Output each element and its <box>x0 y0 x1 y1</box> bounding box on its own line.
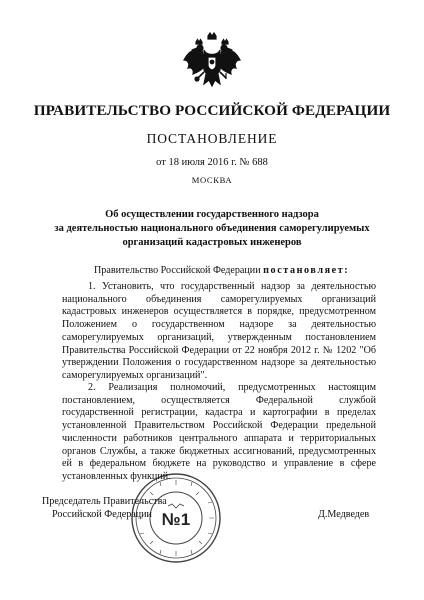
official-stamp-icon <box>130 472 222 564</box>
paragraph-1 <box>62 281 376 383</box>
paragraph-2 <box>62 382 376 484</box>
seal-number: №1 <box>161 510 191 529</box>
title-line: за деятельностью национального объединения саморегулируемых <box>54 223 370 234</box>
position-line: Председатель Правительства <box>42 496 167 507</box>
date-number-line: от 18 июля 2016 г. № 688 <box>156 157 268 168</box>
intro-text: Правительство Российской Федерации <box>94 265 264 276</box>
government-name: ПРАВИТЕЛЬСТВО РОССИЙСКОЙ ФЕДЕРАЦИИ <box>33 102 391 119</box>
intro-line <box>94 265 349 276</box>
signatory-name: Д.Медведев <box>318 509 370 520</box>
city-name: МОСКВА <box>191 175 233 185</box>
position-line: Российской Федерации <box>52 509 152 520</box>
title-line: организаций кадастровых инженеров <box>122 237 302 248</box>
title-line: Об осуществлении государственного надзора <box>105 209 319 220</box>
document-type: ПОСТАНОВЛЕНИЕ <box>146 131 278 146</box>
intro-keyword: постановляет: <box>263 265 350 276</box>
paragraph-text: 2. Реализация полномочий, предусмотренных настоящим постановлением, осуществляется Федеральной службой государственной регистрации, кадастра и картографии в пределах установленной Правительством Российской Федерации предельной численности работников центрального аппарата и территориальных органов Службы, а также бюджетных ассигнований, предусмотренных ей в федеральном бюджете на руководство и управление в сфере установленных функций. <box>62 382 376 482</box>
document-title <box>0 208 424 250</box>
paragraph-text: 1. Установить, что государственный надзор за деятельностью национального объединения саморегулируемых организаций кадастровых инженеров осуществляется в порядке, предусмотренном Положением о государственном надзоре за деятельностью саморегулируемых организаций, утвержденным постановлением Правительства Российской Федерации от 22 ноября 2012 г. № 1202 "Об утверждении Положения о государственном надзоре за деятельностью саморегулируемых организаций". <box>62 281 376 381</box>
double-headed-eagle-icon <box>180 30 244 94</box>
